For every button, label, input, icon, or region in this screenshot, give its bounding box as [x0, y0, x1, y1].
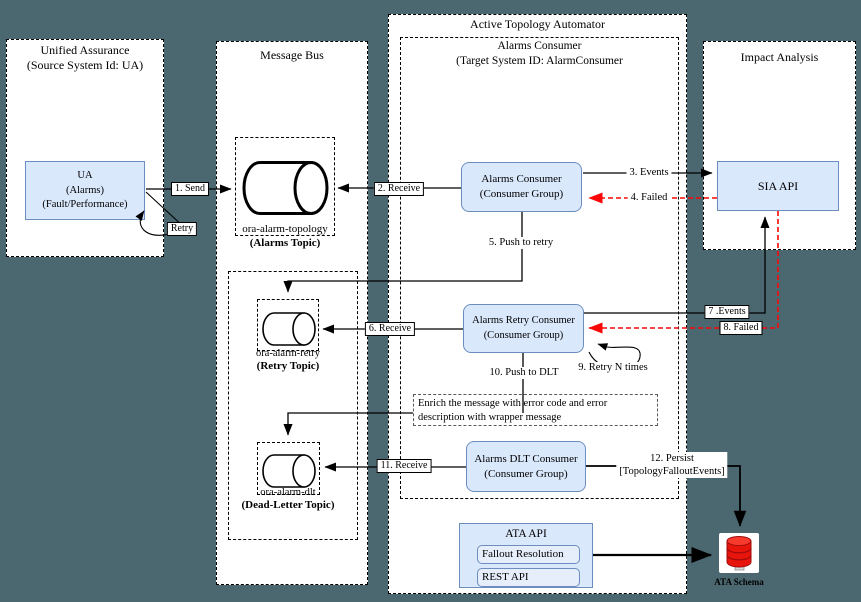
retry-topic-box [257, 299, 319, 351]
dlt-consumer-node-line1: Alarms DLT Consumer [474, 453, 578, 465]
retry-consumer-node [463, 304, 584, 353]
edge-label-failed-sia: 4. Failed [628, 192, 671, 204]
dlt-topic-name: ora-alarm-dlt [260, 487, 316, 498]
ata-api-title: ATA API [505, 528, 547, 540]
message-bus-title: Message Bus [260, 48, 324, 62]
alarms-consumer-group-title [400, 39, 679, 69]
dlt-consumer-node [466, 441, 586, 492]
rest-api-node: REST API [477, 568, 580, 587]
enrich-note-line1: Enrich the message with error code and error [418, 398, 608, 409]
enrich-note [413, 394, 658, 426]
alarms-consumer-node-line1: Alarms Consumer [481, 173, 562, 185]
retry-consumer-node-line1: Alarms Retry Consumer [472, 315, 575, 326]
edge-label-receive-dlt: 11. Receive [377, 459, 432, 473]
unified-assurance-title-line2: (Source System Id: UA) [26, 58, 144, 72]
ua-node-line1: UA [77, 170, 93, 181]
edge-label-receive-retry: 6. Receive [365, 322, 415, 336]
retry-topic-type: (Retry Topic) [256, 360, 320, 372]
edge-label-persist [616, 452, 727, 478]
edge-label-events-retry: 7 .Events [704, 305, 749, 319]
edge-label-retry: Retry [167, 222, 197, 236]
edge-label-receive-topology: 2. Receive [374, 182, 424, 196]
edge-label-persist-line1: 12. Persist [650, 453, 694, 464]
ata-schema-label: ATA Schema [714, 577, 764, 587]
impact-analysis-container [703, 41, 856, 250]
ua-node [25, 161, 145, 220]
alarms-consumer-group-title-line1: Alarms Consumer [497, 40, 582, 52]
edge-label-send: 1. Send [171, 182, 209, 196]
edge-label-push-to-retry: 5. Push to retry [486, 237, 556, 249]
alarms-topic-name: ora-alarm-topology [242, 223, 328, 235]
ata-schema-tile [719, 533, 759, 573]
edge-label-retry-n-times: 9. Retry N times [575, 362, 650, 374]
edge-label-push-to-dlt: 10. Push to DLT [486, 367, 561, 379]
retry-topic-name: ora-alarm-retry [255, 348, 321, 359]
edge-label-events-sia: 3. Events [626, 167, 671, 179]
retry-consumer-node-line2: (Consumer Group) [483, 330, 564, 341]
alarms-consumer-group-container [400, 37, 679, 499]
alarms-topic-box [235, 137, 335, 236]
ata-api-node [459, 523, 593, 588]
impact-analysis-title: Impact Analysis [740, 50, 819, 64]
dlt-consumer-node-line2: (Consumer Group) [484, 468, 568, 480]
active-topology-automator-title: Active Topology Automator [470, 17, 605, 31]
dlt-topic-type: (Dead-Letter Topic) [241, 499, 335, 511]
unified-assurance-title [6, 43, 164, 73]
ua-node-line2: (Alarms) [66, 184, 104, 196]
alarms-consumer-group-title-line2: (Target System ID: AlarmConsumer [456, 55, 623, 67]
sia-api-node: SIA API [717, 161, 839, 211]
alarms-consumer-node-line2: (Consumer Group) [479, 188, 564, 200]
enrich-note-line2: description with wrapper message [418, 412, 562, 423]
fallout-resolution-node: Fallout Resolution [477, 545, 580, 564]
edge-label-failed-retry: 8. Failed [720, 321, 763, 335]
ua-node-line3: (Fault/Performance) [42, 199, 128, 210]
edge-label-persist-line2: [TopologyFalloutEvents] [619, 466, 725, 477]
alarms-topic-type: (Alarms Topic) [249, 237, 321, 249]
unified-assurance-title-line1: Unified Assurance [40, 43, 130, 57]
alarms-consumer-node [461, 162, 582, 212]
